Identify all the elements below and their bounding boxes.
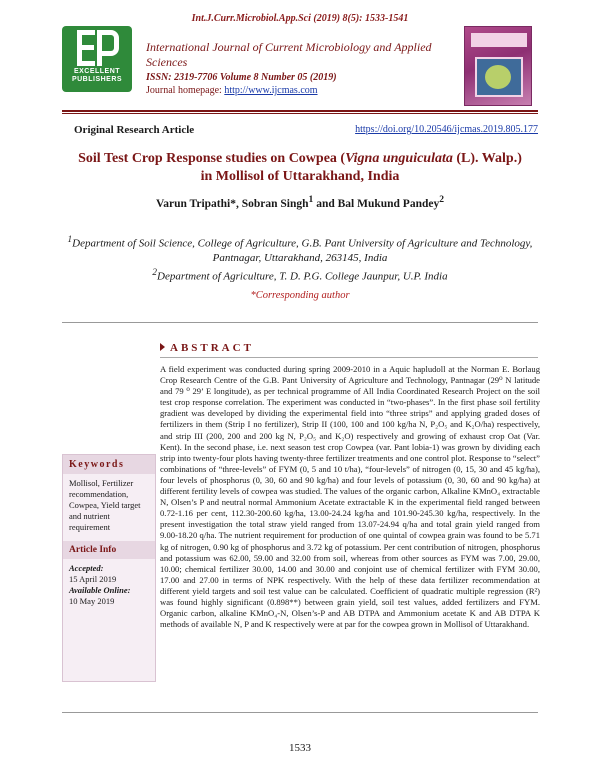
footer-rule (62, 712, 538, 713)
publisher-logo (62, 26, 132, 92)
accepted-label: Accepted: (69, 563, 104, 573)
affiliation-1: Department of Soil Science, College of Agriculture, G.B. Pant University of Agriculture and Technology, Pantnagar, Uttarakhand, 263145, India (72, 237, 533, 264)
journal-name: International Journal of Current Microbiology and Applied Sciences (146, 40, 432, 69)
homepage-link[interactable]: http://www.ijcmas.com (224, 85, 318, 96)
journal-citation (0, 13, 600, 24)
logo-text-1: EXCELLENT (73, 68, 121, 75)
article-info (63, 559, 155, 611)
author-sup1: 1 (308, 194, 314, 205)
affil-sup2: 2 (152, 266, 157, 277)
keywords-sidebar (62, 454, 156, 682)
authors (62, 194, 538, 210)
affil-sup1: 1 (67, 234, 73, 244)
section-rule (62, 322, 538, 323)
header-rule-thin (62, 113, 538, 114)
homepage-label: Journal homepage: (146, 85, 225, 96)
accepted-date: 15 April 2019 (69, 574, 117, 584)
title-part2: (L). Walp.) (452, 151, 522, 166)
ep-logo-icon (75, 30, 119, 68)
header-rule (62, 110, 538, 112)
citation-journal: Int.J.Curr.Microbiol.App.Sci (191, 13, 311, 24)
page-number: 1533 (289, 742, 311, 754)
keywords-list: Mollisol, Fertilizer recommendation, Cowpea, Yield target and nutrient requirement (69, 478, 141, 532)
authors-tail: and Bal Mukund Pandey (313, 197, 440, 210)
corresponding-author: *Corresponding author (250, 290, 350, 301)
online-date: 10 May 2019 (69, 596, 115, 606)
title-species: Vigna unguiculata (345, 151, 453, 166)
journal-header (146, 40, 462, 96)
doi-link[interactable]: https://doi.org/10.20546/ijcmas.2019.805.177 (355, 124, 538, 135)
logo-text-2: PUBLISHERS (71, 76, 123, 83)
authors-text: Varun Tripathi*, Sobran Singh (155, 197, 309, 210)
issn: ISSN: 2319-7706 Volume 8 Number 05 (2019) (146, 72, 337, 83)
author-sup2: 2 (439, 194, 445, 205)
affiliation-2: Department of Agriculture, T. D. P.G. College Jaunpur, U.P. India (157, 270, 448, 283)
affiliations (62, 232, 538, 283)
article-info-heading: Article Info (63, 541, 155, 559)
abstract-text: A field experiment was conducted during spring 2009-2010 in a Aquic hapludoll at the Norman E. Borlaug Crop Research Centre of the G.B. Pant University of Agriculture and Technology, Pantnagar (29⁰ N latitude and 79 ⁰ 29’ E longitude), as per technical programme of All India Coordinated Research Project on the soil test crop response correlation. The experiment was conducted in “two-phases”. In the first phase soil fertility gradient was developed by dividing the experimental field into “three strips” and applying graded doses of fertilizers in them (Strip I no fertilizer), Strip II (100, 100 and 100 kg/ha N, P₂O₅ and K₂O/ha) respectively, and strip III (200, 200 and 200 kg N, P₂O₅ and K₂O) respectively and growing of exhaust crop Oat (Var. Kent). In the second phase, i.e. next season test crop Cowpea (var. Pant lobia-1) was grown by dividing each strip into twenty-four plots having twenty-three fertilizer treatments and one control plot. Response to “select” combinations of “three-levels” of FYM (0, 5 and 10 t/ha), “four-levels” of nitrogen (0, 15, 30 and 45 kg/ha), four levels of phosphorus (0, 30, 60 and 90 kg/ha) and four levels of potassium (0, 30, 60 and 90 kg/ha) at different fertility levels of cowpea was studied. The values of the organic carbon, Alkaline KMnO₄ extractable N, Olsen’s P and neutral normal Ammonium Acetate extractable K in the experimental field ranged between 0.72-1.16 per cent, 112.30-200.60 kg/ha, 13.00-24.24 kg/ha and 101.90-245.30 kg/ha, respectively. In the present investigation the total straw yield ranged from 13.07-24.94 q/ha and total grain yield ranged from 9.00-18.20 q/ha. The nutrient requirement for production of one quintal of cowpea grain was found to be 5.71 kg of nitrogen, 0.90 kg of phosphorus and 3.72 kg of potassium. Per cent contribution of nitrogen, phosphorus and potassium was 62.00, 59.00 and 32.00 from soil, whereas from other sources as FYM was 7.00, 29.00, 10.00; chemical fertilizer 30.00, 14.00 and 30.00 and conjoint use of chemical fertilizer with FYM 30.00, 17.00 and 27.00 in terms of NPK respectively. With the help of these data fertilizer recommendation at different yield targets and soil test value can be calculated. Coefficient of quadratic multiple regression (R²) was found highly significant (0.898**) between grain yield, soil test values, added fertilizers and FYM. Organic carbon, alkaline KMnO₄-N, Olsen’s-P and AB DTPA and Ammonium acetate K and AB DTPA K methods of available N, P and K respectively were at par for the cowpea grown in Mollisol of Uttarakhand. (160, 364, 540, 630)
abstract-heading: ABSTRACT (160, 342, 254, 354)
journal-cover-image (464, 26, 532, 106)
citation-pages: (2019) 8(5): 1533-1541 (313, 13, 409, 24)
title-line2: in Mollisol of Uttarakhand, India (200, 169, 400, 184)
online-label: Available Online: (69, 585, 131, 595)
article-type: Original Research Article (74, 124, 195, 136)
article-title (62, 150, 538, 186)
title-part1: Soil Test Crop Response studies on Cowpea ( (78, 151, 346, 166)
keywords-heading: Keywords (63, 455, 155, 474)
abstract-rule (160, 357, 538, 358)
homepage (146, 85, 462, 96)
